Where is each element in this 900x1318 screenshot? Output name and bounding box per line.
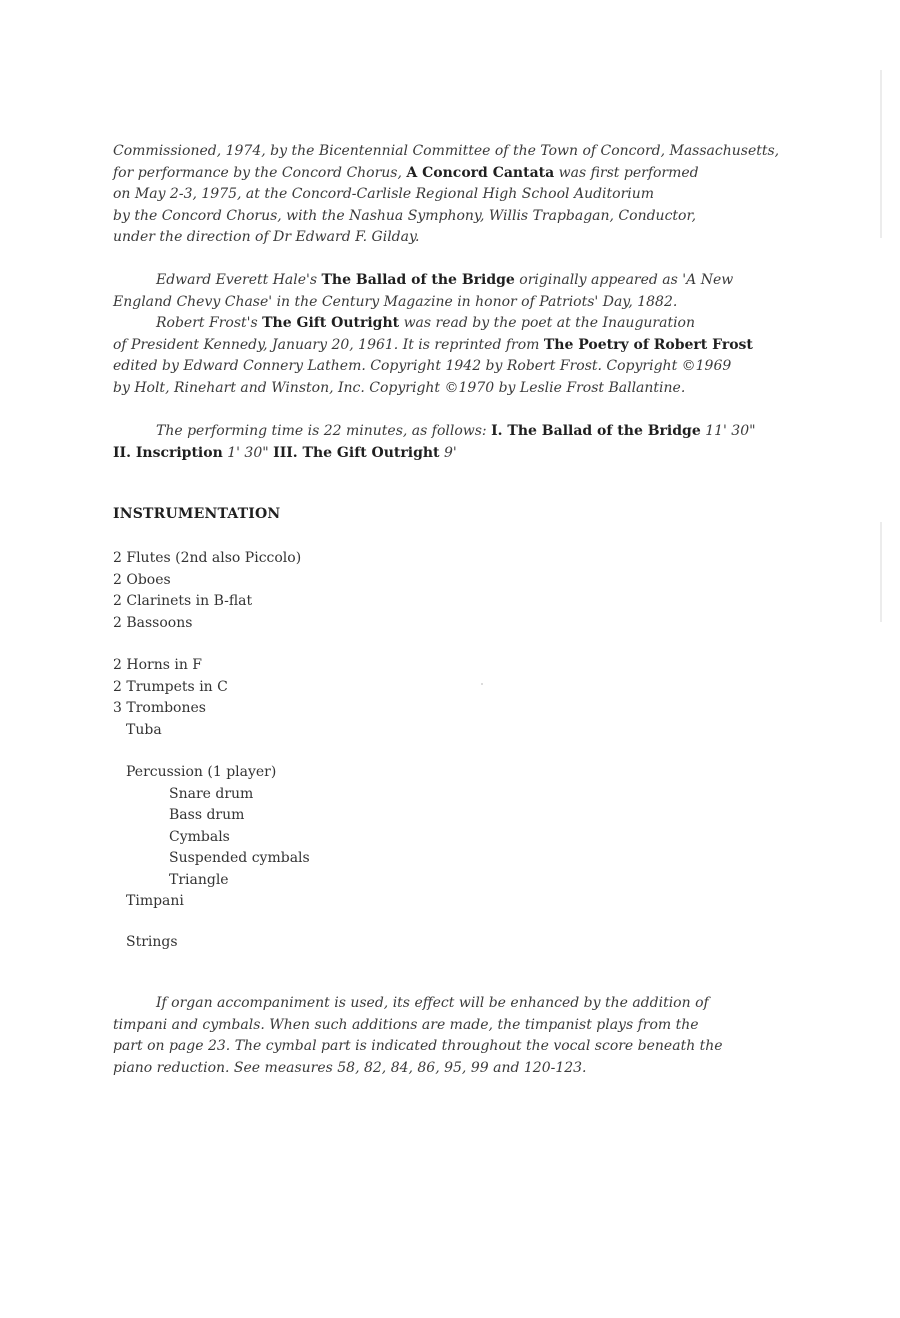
credits-paragraph bbox=[113, 270, 793, 399]
performing-time bbox=[113, 421, 793, 464]
list-item: 2 Trumpets in C bbox=[113, 678, 228, 695]
frost-credit-line: of President Kennedy, January 20, 1961. It is reprinted from The Poetry of Robert Frost bbox=[113, 336, 753, 353]
organ-note-line: part on page 23. The cymbal part is indicated throughout the vocal score beneath the bbox=[113, 1038, 723, 1054]
part-3-title: III. The Gift Outright bbox=[273, 444, 440, 461]
page-edge-mark-middle bbox=[880, 522, 882, 622]
list-item: 2 Flutes (2nd also Piccolo) bbox=[113, 550, 302, 566]
part-2-title: II. Inscription bbox=[113, 444, 223, 461]
list-item: Tuba bbox=[126, 721, 162, 738]
instrumentation-heading: INSTRUMENTATION bbox=[113, 506, 281, 522]
commission-line: by the Concord Chorus, with the Nashua Symphony, Willis Trapbagan, Conductor, bbox=[113, 207, 697, 224]
list-item: Strings bbox=[126, 934, 178, 950]
list-item: 2 Horns in F bbox=[113, 657, 202, 673]
part-1-time: 11' 30" bbox=[705, 423, 756, 439]
poetry-of-frost-title: The Poetry of Robert Frost bbox=[543, 336, 753, 353]
list-item: Timpani bbox=[126, 893, 184, 909]
list-item: Triangle bbox=[169, 871, 229, 888]
hale-credit-line: Edward Everett Hale's The Ballad of the Bridge originally appeared as 'A New bbox=[156, 272, 734, 288]
page-edge-mark-top bbox=[880, 70, 882, 238]
frost-credit-line: Robert Frost's The Gift Outright was read by the poet at the Inauguration bbox=[156, 315, 696, 331]
part-3-time: 9' bbox=[443, 444, 457, 461]
gift-outright-title: The Gift Outright bbox=[262, 315, 400, 331]
organ-note-line: If organ accompaniment is used, its effect will be enhanced by the addition of bbox=[156, 995, 709, 1011]
speck bbox=[481, 683, 483, 685]
organ-note-line: piano reduction. See measures 58, 82, 84, 86, 95, 99 and 120-123. bbox=[113, 1059, 587, 1076]
commission-paragraph bbox=[113, 141, 793, 249]
percussion-label: Percussion (1 player) bbox=[126, 764, 277, 780]
commission-line: for performance by the Concord Chorus, A Concord Cantata was first performed bbox=[113, 164, 699, 181]
list-item: 2 Clarinets in B-flat bbox=[113, 593, 253, 609]
ballad-title: The Ballad of the Bridge bbox=[321, 272, 515, 288]
percussion-list bbox=[113, 762, 310, 913]
list-item: 3 Trombones bbox=[113, 700, 206, 716]
strings-list bbox=[113, 932, 178, 954]
timing-line bbox=[113, 443, 793, 465]
list-item: 2 Oboes bbox=[113, 571, 171, 588]
list-item: 2 Bassoons bbox=[113, 614, 193, 631]
organ-note-paragraph bbox=[113, 993, 813, 1079]
organ-note-line: timpani and cymbals. When such additions are made, the timpanist plays from the bbox=[113, 1016, 699, 1033]
frost-credit-line: by Holt, Rinehart and Winston, Inc. Copyright ©1970 by Leslie Frost Ballantine. bbox=[113, 379, 686, 396]
list-item: Suspended cymbals bbox=[169, 850, 310, 866]
commission-line: on May 2-3, 1975, at the Concord-Carlisle Regional High School Auditorium bbox=[113, 186, 655, 202]
cantata-title: A Concord Cantata bbox=[406, 164, 555, 181]
timing-line: The performing time is 22 minutes, as follows: I. The Ballad of the Bridge 11' 30" bbox=[156, 423, 756, 439]
list-item: Bass drum bbox=[169, 807, 245, 823]
frost-credit-line: edited by Edward Connery Lathem. Copyright 1942 by Robert Frost. Copyright ©1969 bbox=[113, 358, 732, 374]
brass-list bbox=[113, 655, 228, 741]
list-item: Snare drum bbox=[169, 785, 254, 802]
list-item: Cymbals bbox=[169, 828, 230, 845]
commission-line: Commissioned, 1974, by the Bicentennial Committee of the Town of Concord, Massachusetts, bbox=[113, 143, 780, 159]
commission-line: under the direction of Dr Edward F. Gilday. bbox=[113, 229, 420, 245]
hale-credit-line: England Chevy Chase' in the Century Magazine in honor of Patriots' Day, 1882. bbox=[113, 293, 678, 310]
part-1-title: I. The Ballad of the Bridge bbox=[491, 423, 701, 439]
woodwinds-list bbox=[113, 548, 301, 634]
part-2-time: 1' 30" bbox=[227, 444, 269, 461]
